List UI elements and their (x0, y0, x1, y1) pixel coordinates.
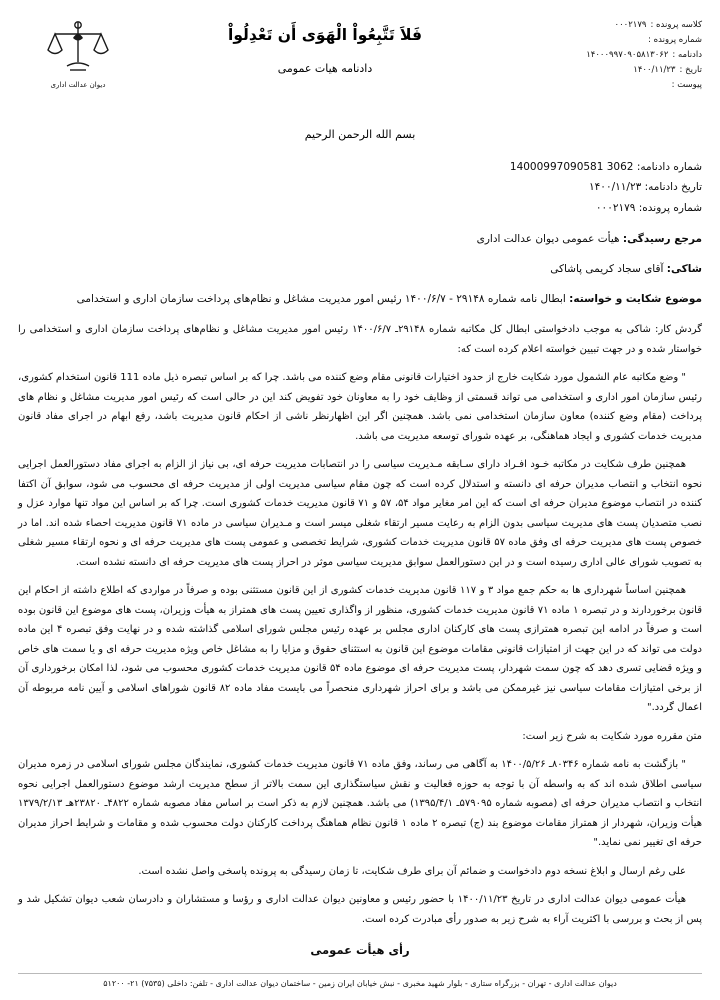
document-meta (18, 157, 702, 218)
meta-row-date (512, 63, 702, 78)
meta-row-attachment (512, 78, 702, 93)
meta-label-case-number: شماره پرونده : (648, 34, 702, 45)
complaint-paragraph-3: همچنین اساساً شهرداری ها به حکم جمع مواد ۳ و ۱۱۷ قانون مدیریت خدمات کشوری از این قانون مستثنی بوده و صرفاً در مواردی که اطلاع داشته از احکام این قانون برخوردارند و در تبصره ۱ ماده ۷۱ قانون مدیریت خدمات کشوری، منظور از واگذاری تعیین پست های همتراز به هیأت وزیران، پست های موضوع این قانون بوده است و صرفاً در ادامه این تبصره همترازی پست های کارکنان اداری مجلس بر عهده رئیس مجلس شورای اسلامی گذاشته شده و در نهایت وفق تبصره ۴ این ماده دولت می تواند که در این جهت از امتیازات قانونی مقامات موضوع این قانون به استثنای حقوق و مزایا را به مشاغل خاص ویژه مدیریت حرفه ای و یا سمت های خاص و ویژه قضایی تسری دهد که چون سمت شهردار، پست مدیریت حرفه ای موضوع ماده ۵۴ قانون مدیریت خدمات کشوری محسوب می شود، لذا امکان برخورداری آن از برخی امتیازات مقامات سیاسی نیز غیرممکن می باشد و برای احراز شهرداری منحصراً می بایست مفاد ماده ۸۲ قانون شوراهای اسلامی و آیین نامه مربوطه آن اعمال گردد." (18, 585, 703, 714)
authority-row (18, 230, 702, 250)
meta-value-verdict: ۱۴۰۰۰۹۹۷۰۹۰۵۸۱۳۰۶۲ (586, 49, 669, 60)
meta-label-attachment: پیوست : (671, 79, 702, 90)
subject-value: ابطال نامه شماره ۲۹۱۴۸ - ۱۴۰۰/۶/۷ رئیس امور مدیریت مشاغل و نظام‌های پرداخت سازمان اداری و استخدامی (76, 293, 566, 306)
header-meta-block (512, 14, 702, 92)
meta-row-case-number (512, 33, 702, 48)
meta-label-verdict: دادنامه : (672, 49, 702, 60)
verdict-date-value: ۱۴۰۰/۱۱/۲۳ (589, 181, 642, 194)
court-name: دادنامه هیات عمومی (277, 62, 373, 75)
arabic-title: فَلاَ تَتَّبِعُواْ الْهَوَى أَن تَعْدِلُواْ (228, 26, 422, 44)
meta-value-date: ۱۴۰۰/۱۱/۲۳ (633, 64, 676, 75)
subject-row (18, 290, 702, 310)
case-number-label: شماره پرونده: (638, 201, 702, 214)
meta-row-case-file (512, 18, 702, 33)
emblem-caption: دیوان عدالت اداری (50, 81, 106, 89)
meta-value-case-file: ۰۰۰۲۱۷۹ (614, 20, 647, 30)
document-header (18, 14, 702, 106)
verdict-number-value: 14000997090581 3062 (509, 161, 634, 173)
judiciary-emblem-icon (18, 16, 138, 78)
no-response-paragraph: علی رغم ارسال و ابلاغ نسخه دوم دادخواست و ضمائم آن برای طرف شکایت، تا زمان رسیدگی به پرونده پاسخی واصل نشده است. (138, 865, 686, 877)
subject-label: موضوع شکایت و خواسته: (569, 293, 702, 306)
workflow-paragraph: گردش کار: شاکی به موجب دادخواستی ابطال کل مکاتبه شماره ۲۹۱۴۸ـ ۱۴۰۰/۶/۷ رئیس امور مدیریت مشاغل و نظام‌های پرداخت سازمان اداری و استخدامی را خواستار شده و در جهت تبیین خواسته اعلام کرده است که: (18, 324, 702, 355)
header-center (138, 14, 512, 75)
verdict-title: رأی هیأت عمومی (310, 943, 410, 958)
meta-row-verdict (512, 48, 702, 63)
authority-value: هیأت عمومی دیوان عدالت اداری (476, 233, 620, 246)
verdict-date-label: تاریخ دادنامه: (644, 181, 702, 194)
verdict-number-label: شماره دادنامه: (636, 161, 702, 173)
authority-label: مرجع رسیدگی: (622, 233, 702, 246)
plaintiff-row (18, 260, 702, 280)
document-footer: دیوان عدالت اداری - تهران - بزرگراه ستاری - بلوار شهید مخبری - نبش خیابان ایران زمین - ساختمان دیوان عدالت اداری - تلفن: داخلی (۷۵۳۵) ۲۱- ۵۱۲۰۰ (18, 973, 702, 988)
verdict-number-row (18, 157, 702, 177)
complaint-paragraph-1: " وضع مکاتبه عام الشمول مورد شکایت خارج از حدود اختیارات قانونی مقام وضع کننده می باشد. چرا که بر اساس تبصره ذیل ماده 111 قانون استخدام کشوری، رئیس سازمان امور اداری و استخدامی می تواند قسمتی از وظایف خود را به معاونان خود تفویض کند این در حالی است که رئیس امور مدیریت مشاغل و نظام های پرداخت (مقام وضع کننده) معاون سازمان استخدامی نمی باشد. همچنین اگر این اظهارنظر ناشی از احکام قانون مدیریت باشد، رفع ابهام در اجرای مفاد قانون مدیریت خدمات کشوری و ایجاد هماهنگی، بر عهده شورای توسعه مدیریت می باشد. (18, 372, 702, 442)
plaintiff-value: آقای سجاد کریمی پاشاکی (550, 263, 664, 276)
regulation-intro-paragraph: متن مقرره مورد شکایت به شرح زیر است: (522, 730, 702, 742)
emblem-block (18, 14, 138, 91)
regulation-text-paragraph: " بازگشت به نامه شماره ۸۰۳۴۶ـ ۱۴۰۰/۵/۲۶ به آگاهی می رساند، وفق ماده ۷۱ قانون مدیریت خدمات کشوری، نمایندگان مجلس شورای اسلامی در زمره مدیران سیاسی اطلاق شده اند که به واسطه آن با توجه به حوزه فعالیت و نقش سیاستگذاری این سمت بالاتر از سطح مدیریت ارشد موضوع دستورالعمل اجرایی نحوه انتخاب و انتصاب مدیران حرفه ای (مصوبه شماره ۵۷۹۰۹۵ـ ۱۳۹۵/۴/۱) می باشد. همچنین لازم به ذکر است بر اساس مفاد مصوبه شماره ۴۸۲۲ـ ۲۳۸۲۰هـ ۱۳۷۹/۲/۱۳ هیأت وزیران، شهردار از همتراز مقامات موضوع بند (ج) تبصره ۲ ماده ۱ قانون نظام هماهنگ پرداخت کارکنان دولت محسوب شده و مقامات و شرایط احراز مدیران حرفه ای تغییر نمی نماید." (18, 759, 703, 849)
basmala-line: بسم الله الرحمن الرحیم (304, 128, 416, 141)
meta-label-date: تاریخ : (679, 64, 702, 75)
case-number-value: ۰۰۰۲۱۷۹ (595, 201, 636, 214)
plaintiff-label: شاکی: (666, 263, 702, 276)
complaint-paragraph-2: همچنین طرف شکایت در مکاتبه خـود افـراد دارای سـابقه مـدیریت سیاسی را در انتصابات مدیریت حرفه ای، بی نیاز از الزام به اجرای مفاد دستورالعمل اجرایی نحوه انتخاب و انتصاب مدیران حرفه ای دانسته و استدلال کرده است که چون مقام سیاسی مدیریت اولی از مدیریت حرفه ای محسوب می شود، سوابق آن اکتفا کننده در انتصاب موضوع مدیران حرفه ای است که این امر مغایر مواد ۵۴، ۵۷ و ۷۱ قانون مدیریت خدمات کشوری است. چرا که بر اساس این مواد تنها موارد عزل و نصب متصدیان پست های مدیریت سیاسی بدون الزام به رعایت مسیر ارتقاء شغلی میسر است و مـدیران سیاسی در ماده ۷۱ قانون مدیریت احصاء شده اند. اما در خصوص پست های مدیریت حرفه ای وفق ماده ۵۷ قانون مدیریت خدمات کشوری، شرایط تخصصی و عمومی پست های مدیریت حرفه ای و نحوه ارتقاء مسیر شغلی به تصویب شورای عالی اداری رسیده است و در این دستورالعمل سوابق مدیریت سیاسی موثر در احراز پست های مدیریت حرفه ای دانسته نشده است. (18, 459, 703, 568)
verdict-date-row (18, 177, 702, 197)
case-number-row (18, 198, 702, 218)
meta-label-case-file: کلاسه پرونده : (650, 20, 702, 30)
session-paragraph: هیأت عمومی دیوان عدالت اداری در تاریخ ۱۴۰۰/۱۱/۲۳ با حضور رئیس و معاونین دیوان عدالت اداری و رؤسا و مستشاران و دادرسان شعب دیوان تشکیل شد و پس از بحث و بررسی با اکثریت آراء به شرح زیر به صدور رأی مبادرت کرده است. (18, 894, 702, 925)
